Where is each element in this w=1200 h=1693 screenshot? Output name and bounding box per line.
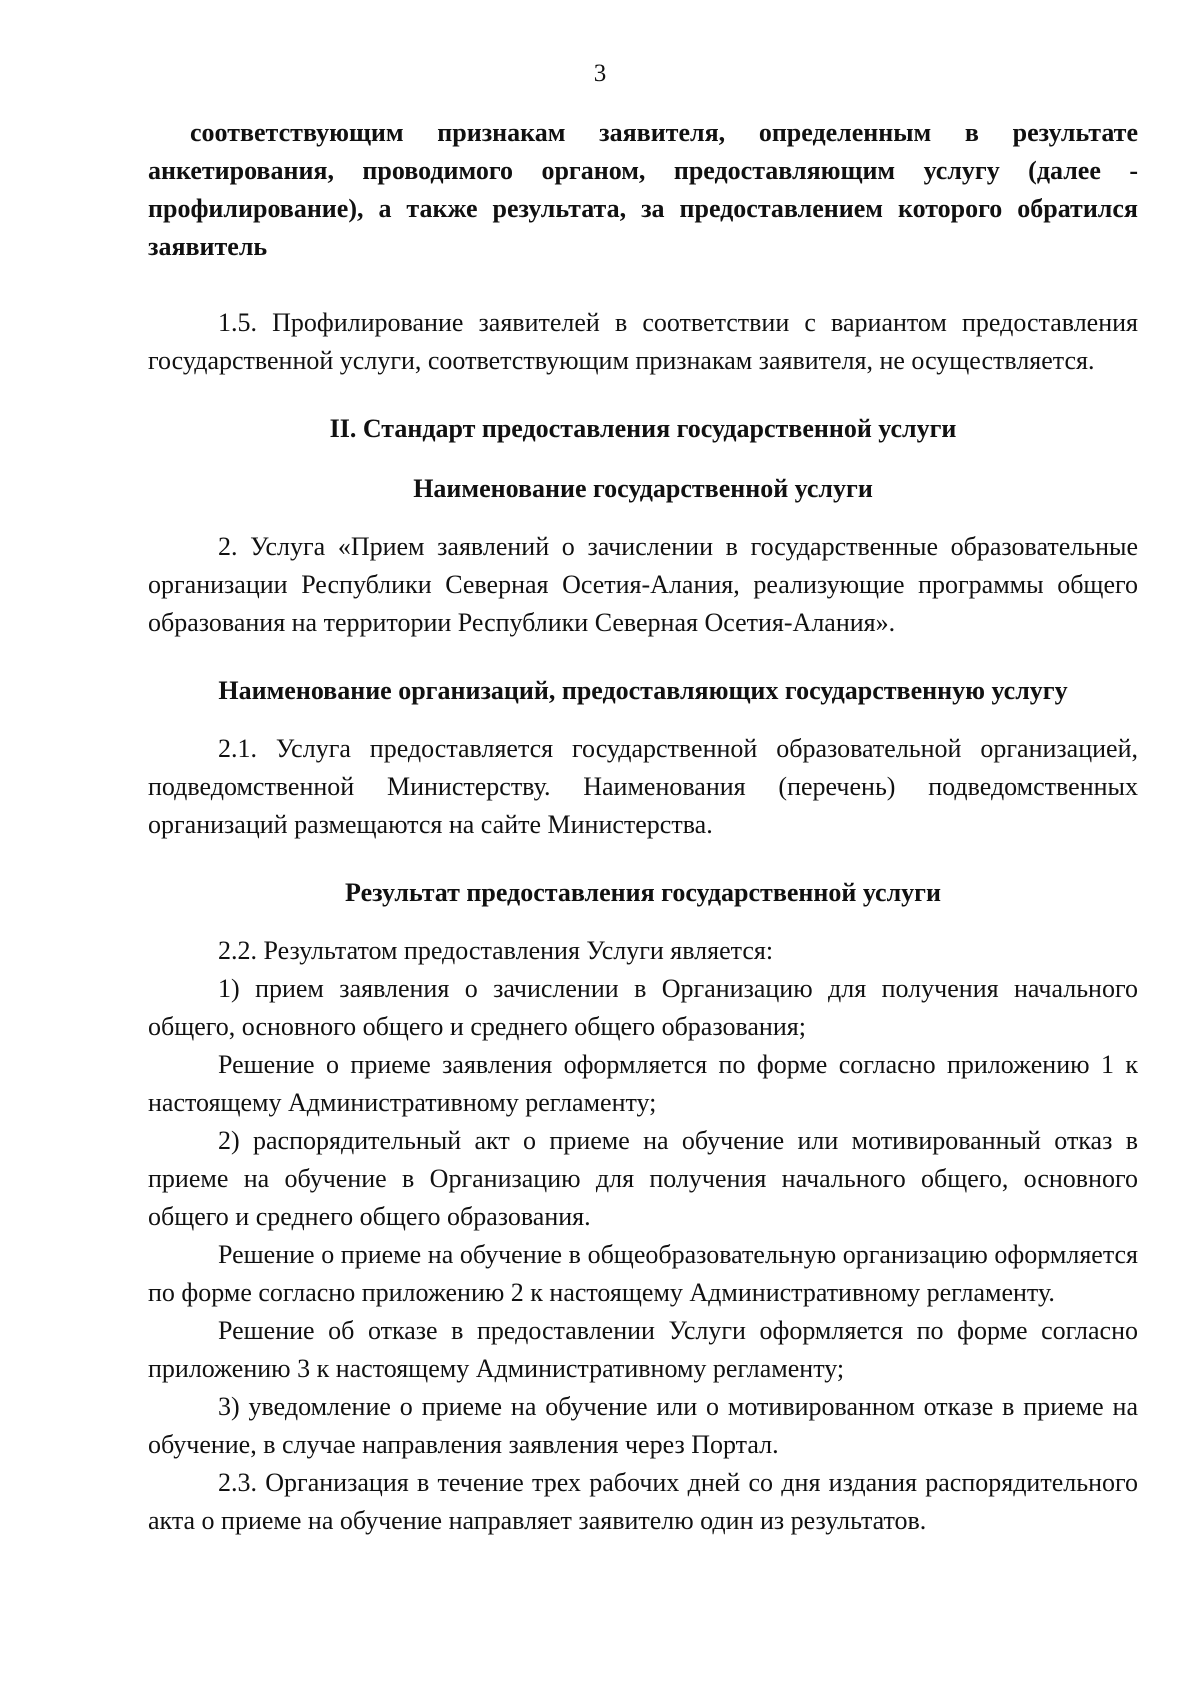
- lead-heading: соответствующим признакам заявителя, определенным в результате анкетирования, проводимого органом, предоставляющим услугу (далее - профилирование), а также результата, за предоставлением которого обратился заявитель: [148, 118, 1138, 261]
- section-title: II. Стандарт предоставления государственной услуги: [329, 414, 957, 443]
- paragraph-1-5: 1.5. Профилирование заявителей в соответствии с вариантом предоставления государственной услуги, соответствующим признакам заявителя, не осуществляется.: [148, 308, 1138, 375]
- paragraph-2: 2. Услуга «Прием заявлений о зачислении в государственные образовательные организации Республики Северная Осетия-Алания, реализующие программы общего образования на территории Республики Северная Осетия-Алания».: [148, 532, 1138, 637]
- paragraph-item-2: 2) распорядительный акт о приеме на обучение или мотивированный отказ в приеме на обучение в Организацию для получения начального общего, основного общего и среднего общего образования.: [148, 1126, 1138, 1231]
- paragraph-decision-1: Решение о приеме заявления оформляется по форме согласно приложению 1 к настоящему Административному регламенту;: [148, 1050, 1138, 1117]
- heading-organizations: Наименование организаций, предоставляющих государственную услугу: [218, 676, 1068, 705]
- paragraph-item-1: 1) прием заявления о зачислении в Организацию для получения начального общего, основного общего и среднего общего образования;: [148, 974, 1138, 1041]
- paragraph-decision-3: Решение об отказе в предоставлении Услуги оформляется по форме согласно приложению 3 к настоящему Административному регламенту;: [148, 1316, 1138, 1383]
- paragraph-decision-2: Решение о приеме на обучение в общеобразовательную организацию оформляется по форме согласно приложению 2 к настоящему Административному регламенту.: [148, 1240, 1138, 1307]
- paragraph-item-3: 3) уведомление о приеме на обучение или о мотивированном отказе в приеме на обучение, в случае направления заявления через Портал.: [148, 1392, 1138, 1459]
- document-body: [148, 114, 1138, 1540]
- page-number: 3: [593, 60, 607, 87]
- paragraph-2-1: 2.1. Услуга предоставляется государственной образовательной организацией, подведомственной Министерству. Наименования (перечень) подведомственных организаций размещаются на сайте Министерства.: [148, 734, 1138, 839]
- paragraph-2-2: 2.2. Результатом предоставления Услуги является:: [218, 936, 774, 965]
- heading-service-name: Наименование государственной услуги: [413, 474, 873, 503]
- heading-result: Результат предоставления государственной услуги: [345, 878, 941, 907]
- paragraph-2-3: 2.3. Организация в течение трех рабочих дней со дня издания распорядительного акта о приеме на обучение направляет заявителю один из результатов.: [148, 1468, 1138, 1535]
